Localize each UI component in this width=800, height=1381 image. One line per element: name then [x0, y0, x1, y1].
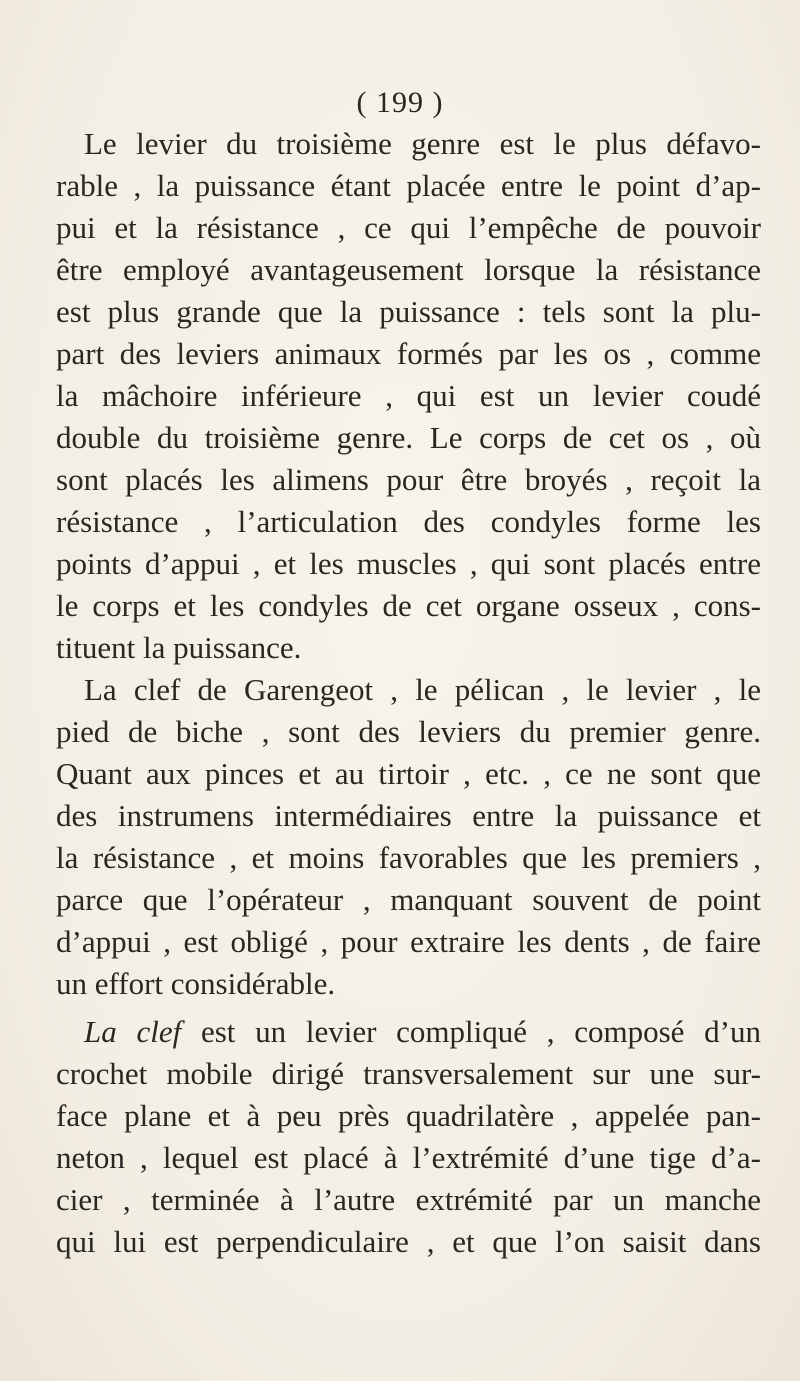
paragraph-1-line-5: est plus grande que la puissance : tels sont la plu-	[56, 294, 761, 329]
paragraph-1-line-12: le corps et les condyles de cet organe osseux , cons-	[56, 588, 761, 623]
paragraph-1-line-2: rable , la puissance étant placée entre le point d’ap-	[56, 168, 761, 203]
paragraph-1-line-9: sont placés les alimens pour être broyés , reçoit la	[56, 462, 761, 497]
paragraph-2-line-5: la résistance , et moins favorables que les premiers ,	[56, 840, 761, 875]
paragraph-1-line-13: tituent la puissance.	[56, 630, 302, 665]
paragraph-3-line-1	[84, 1013, 761, 1051]
paragraph-1-line-1: Le levier du troisième genre est le plus défavo-	[84, 126, 761, 161]
paragraph-1-line-3: pui et la résistance , ce qui l’empêche de pouvoir	[56, 210, 761, 245]
paragraph-3-line-4: neton , lequel est placé à l’extrémité d’une tige d’a-	[56, 1140, 761, 1175]
paragraph-2-line-2: pied de biche , sont des leviers du premier genre.	[56, 714, 761, 749]
paragraph-1-line-10: résistance , l’articulation des condyles forme les	[56, 504, 761, 539]
paragraph-2-line-1: La clef de Garengeot , le pélican , le levier , le	[84, 672, 761, 707]
term-la-clef: La clef	[84, 1014, 182, 1049]
paragraph-1-line-7: la mâchoire inférieure , qui est un levier coudé	[56, 378, 761, 413]
paragraph-1-line-6: part des leviers animaux formés par les os , comme	[56, 336, 761, 371]
paragraph-2-line-4: des instrumens intermédiaires entre la puissance et	[56, 798, 761, 833]
paragraph-2-line-7: d’appui , est obligé , pour extraire les dents , de faire	[56, 924, 761, 959]
paragraph-2-line-6: parce que l’opérateur , manquant souvent de point	[56, 882, 761, 917]
paragraph-1-line-8: double du troisième genre. Le corps de cet os , où	[56, 420, 761, 455]
paragraph-3-line-5: cier , terminée à l’autre extrémité par un manche	[56, 1182, 761, 1217]
paragraph-2-line-8: un effort considérable.	[56, 966, 336, 1001]
paragraph-1-line-11: points d’appui , et les muscles , qui sont placés entre	[56, 546, 761, 581]
paragraph-1-line-4: être employé avantageusement lorsque la résistance	[56, 252, 761, 287]
paragraph-3-line-1-rest: est un levier compliqué , composé d’un	[181, 1014, 761, 1049]
page-number: ( 199 )	[356, 86, 444, 119]
paragraph-3-line-3: face plane et à peu près quadrilatère , appelée pan-	[56, 1098, 761, 1133]
paragraph-3-line-6: qui lui est perpendiculaire , et que l’on saisit dans	[56, 1224, 761, 1259]
paragraph-3-line-2: crochet mobile dirigé transversalement sur une sur-	[56, 1056, 761, 1091]
paragraph-2-line-3: Quant aux pinces et au tirtoir , etc. , ce ne sont que	[56, 756, 761, 791]
